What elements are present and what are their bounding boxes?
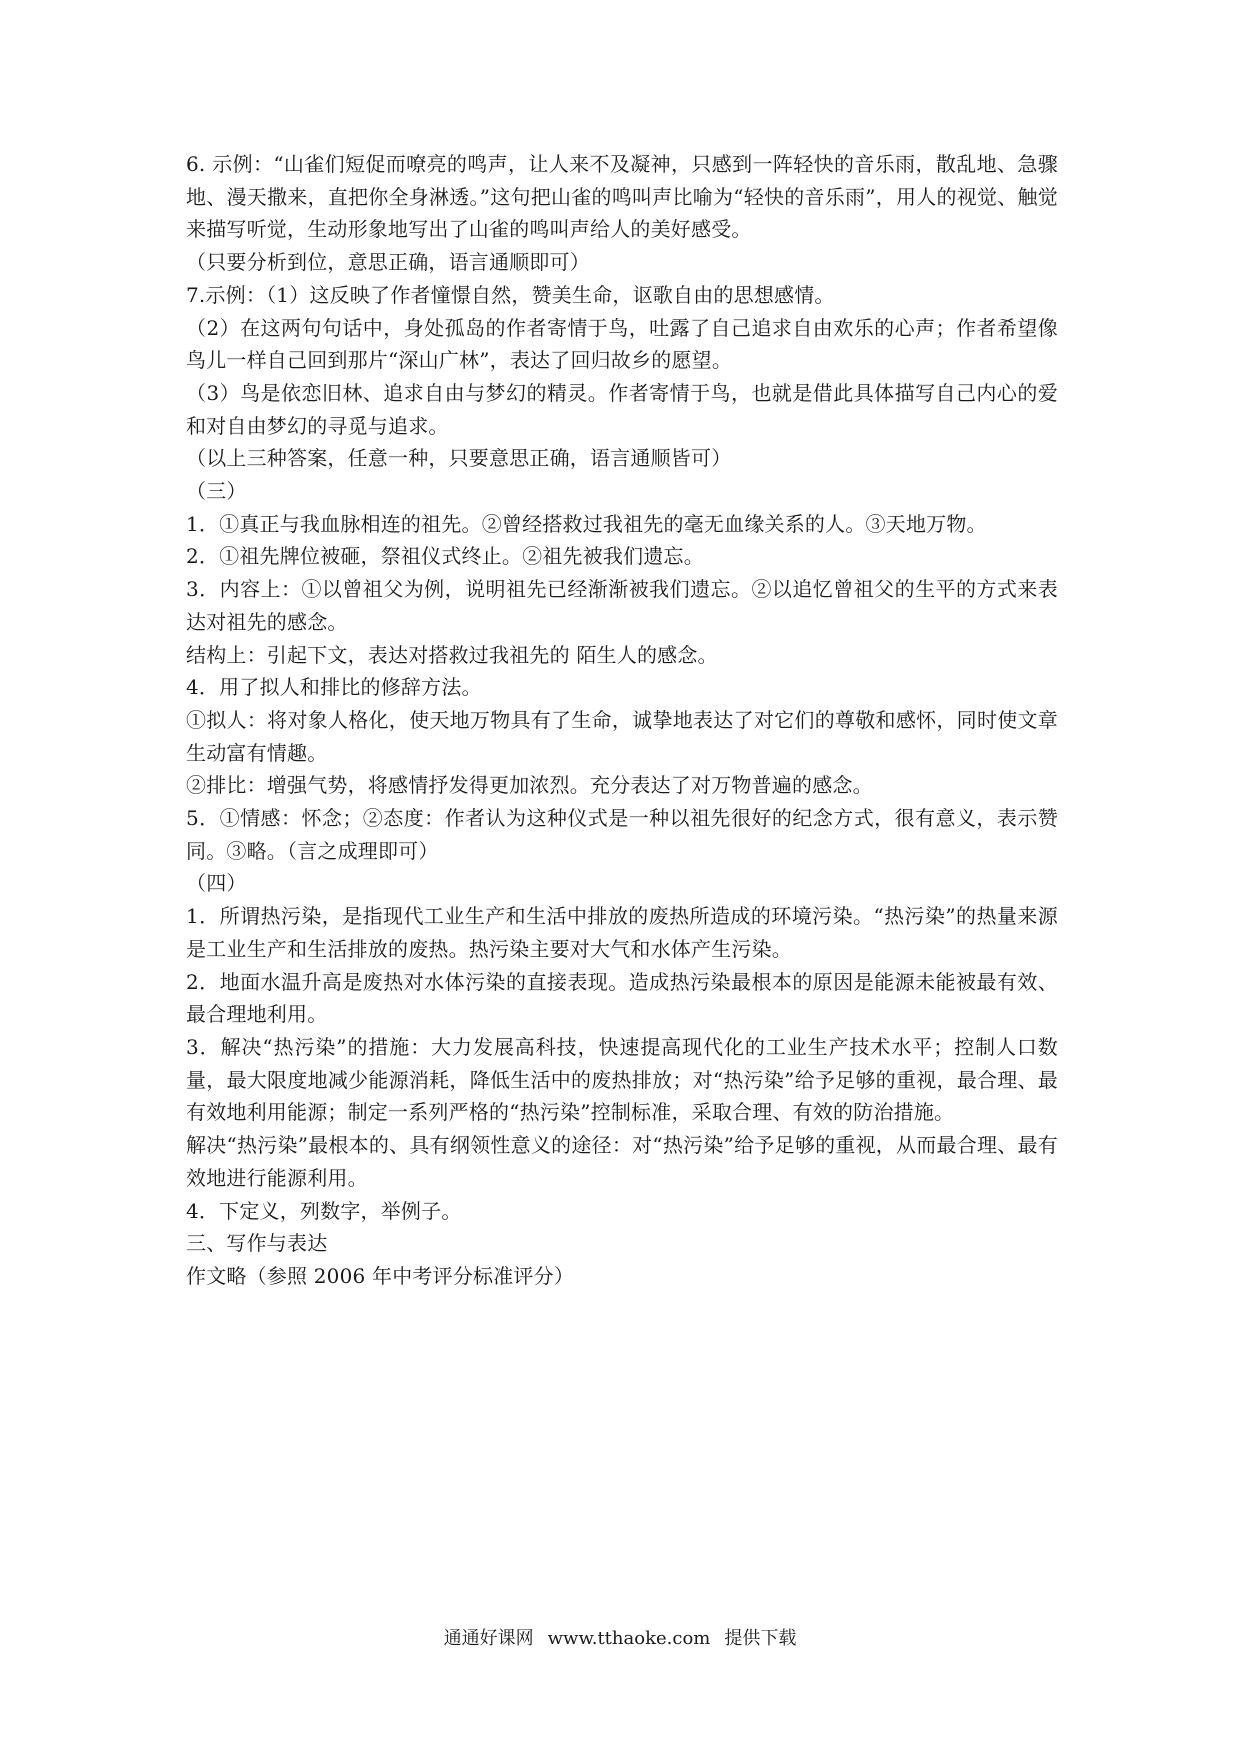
section3-answer-5: 5．①情感：怀念；②态度：作者认为这种仪式是一种以祖先很好的纪念方式，很有意义，表示赞同。③略。（言之成理即可） [186,806,1058,863]
answer-text-body [186,148,1058,1293]
section4-answer-4: 4．下定义，列数字，举例子。 [186,1198,462,1223]
section3-answer-4-personification: ①拟人：将对象人格化，使天地万物具有了生命，诚挚地表达了对它们的尊敬和感怀，同时使文章生动富有情趣。 [186,707,1058,765]
answer-6-note: （只要分析到位，意思正确，语言通顺即可） [186,250,590,275]
section3-answer-4: 4．用了拟人和排比的修辞方法。 [186,675,482,700]
answer-7-2: （2）在这两句句话中，身处孤岛的作者寄情于鸟，吐露了自己追求自由欢乐的心声；作者希望像鸟儿一样自己回到那片“深山广林”，表达了回归故乡的愿望。 [186,315,1058,373]
section3-answer-2: 2．①祖先牌位被砸，祭祖仪式终止。②祖先被我们遗忘。 [186,544,704,569]
footer-suffix: 提供下载 [724,1628,797,1649]
section3-answer-3-content: 3．内容上：①以曾祖父为例，说明祖先已经渐渐被我们遗忘。②以追忆曾祖父的生平的方式来表达对祖先的感念。 [186,577,1058,634]
section4-answer-2: 2．地面水温升高是废热对水体污染的直接表现。造成热污染最根本的原因是能源未能被最有效、最合理地利用。 [186,969,1058,1027]
section4-answer-3-fundamental: 解决“热污染”最根本的、具有纲领性意义的途径：对“热污染”给予足够的重视，从而最合理、最有效地进行能源利用。 [186,1133,1058,1190]
answer-7-3: （3）鸟是依恋旧林、追求自由与梦幻的精灵。作者寄情于鸟，也就是借此具体描写自己内心的爱和对自由梦幻的寻觅与追求。 [186,380,1058,438]
footer-url[interactable]: www.tthaoke.com [547,1628,711,1649]
answer-6: 6. 示例：“山雀们短促而嘹亮的鸣声，让人来不及凝神，只感到一阵轻快的音乐雨，散乱地、急骤地、漫天撒来，直把你全身淋透。”这句把山雀的鸣叫声比喻为“轻快的音乐雨”，用人的视觉、触觉来描写听觉，生动形象地写出了山雀的鸣叫声给人的美好感受。 [186,152,1058,242]
section4-answer-1: 1．所谓热污染，是指现代工业生产和生活中排放的废热所造成的环境污染。“热污染”的热量来源是工业生产和生活排放的废热。热污染主要对大气和水体产生污染。 [186,904,1058,961]
page-footer [0,1627,1240,1651]
writing-note: 作文略（参照 2006 年中考评分标准评分） [186,1263,575,1288]
footer-site-name: 通通好课网 [443,1628,534,1649]
section3-answer-3-structure: 结构上：引起下文，表达对搭救过我祖先的 陌生人的感念。 [186,642,718,667]
answer-7-note: （以上三种答案，任意一种，只要意思正确，语言通顺皆可） [186,446,732,471]
section-heading-4: （四） [186,871,247,896]
section3-answer-4-parallelism: ②排比：增强气势，将感情抒发得更加浓烈。充分表达了对万物普遍的感念。 [186,773,873,798]
writing-heading: 三、写作与表达 [186,1231,328,1256]
section-heading-3: （三） [186,479,247,504]
answer-7-1: 7.示例：（1）这反映了作者憧憬自然，赞美生命，讴歌自由的思想感情。 [186,282,835,307]
section3-answer-1: 1．①真正与我血脉相连的祖先。②曾经搭救过我祖先的毫无血缘关系的人。③天地万物。 [186,511,987,536]
section4-answer-3: 3．解决“热污染”的措施：大力发展高科技，快速提高现代化的工业生产技术水平；控制人口数量，最大限度地减少能源消耗，降低生活中的废热排放；对“热污染”给予足够的重视，最合理、最有效地利用能源；制定一系列严格的“热污染”控制标准，采取合理、有效的防治措施。 [186,1034,1058,1125]
